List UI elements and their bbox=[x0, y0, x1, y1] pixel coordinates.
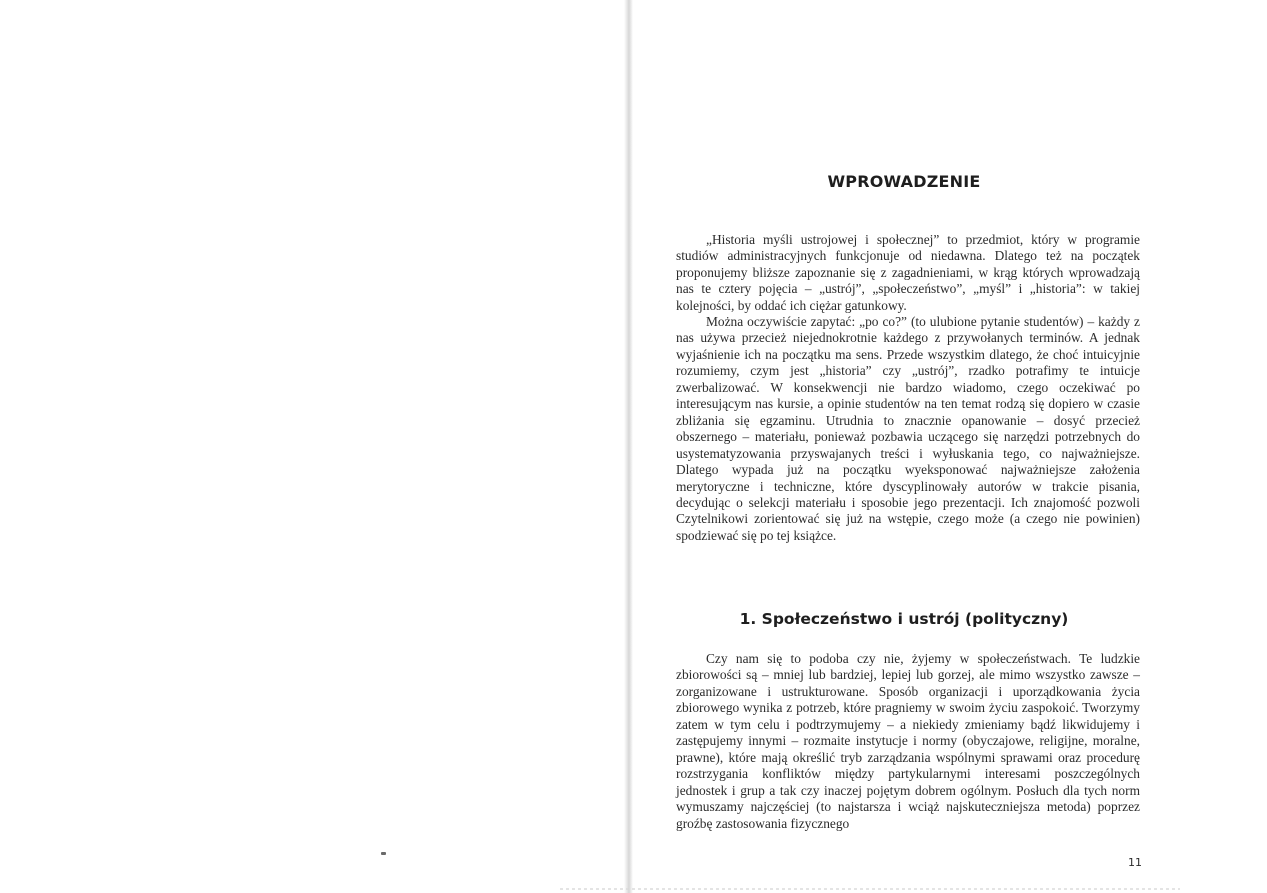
left-page-blank bbox=[0, 0, 622, 893]
section-title: 1. Społeczeństwo i ustrój (polityczny) bbox=[739, 610, 1069, 628]
scan-speck bbox=[381, 852, 386, 855]
section-paragraph-1: Czy nam się to podoba czy nie, żyjemy w społeczeństwach. Te ludzkie zbiorowości są – mniej lub bardziej, lepiej lub gorzej, ale mimo wszystko zawsze – zorganizowane i ustrukturowane. Sposób organizacji i uporządkowania życia zbiorowego wynika z potrzeb, które pragniemy w swoim życiu zaspokoić. Tworzymy zatem w tym celu i podtrzymujemy – a niekiedy zmieniamy bądź likwidujemy i zastępujemy innymi – rozmaite instytucje i normy (obyczajowe, religijne, moralne, prawne), które mają określić tryb zarządzania wspólnymi sprawami oraz procedurę rozstrzygania konfliktów między partykularnymi interesami poszczególnych jednostek i grup a tak czy inaczej pojętym dobrem ogólnym. Posłuch dla tych norm wymuszamy najczęściej (to najstarsza i wciąż najskuteczniejsza metoda) poprzez groźbę zastosowania fizycznego bbox=[676, 651, 1140, 831]
right-page bbox=[634, 0, 1267, 893]
intro-paragraph-2: Można oczywiście zapytać: „po co?” (to ulubione pytanie studentów) – każdy z nas używa przecież niejednokrotnie każdego z przywołanych terminów. A jednak wyjaśnienie ich na początku ma sens. Przede wszystkim dlatego, że choć intuicyjnie rozumiemy, czym jest „historia” czy „ustrój”, rzadko potrafimy te intuicje zwerbalizować. W konsekwencji nie bardzo wiadomo, czego oczekiwać po interesującym nas kursie, a opinie studentów na ten temat rodzą się dopiero w czasie zbliżania się egzaminu. Utrudnia to znacznie opanowanie – dosyć przecież obszernego – materiału, ponieważ pozbawia uczącego się narzędzi potrzebnych do usystematyzowania przyswajanych treści i wyłuskania tego, co najważniejsze. Dlatego wypada już na początku wyeksponować najważniejsze założenia merytoryczne i techniczne, które dyscyplinowały autorów w trakcie pisania, decydując o selekcji materiału i sposobie jego prezentacji. Ich znajomość pozwoli Czytelnikowi zorientować się już na wstępie, czego może (a czego nie powinien) spodziewać się po tej książce. bbox=[676, 314, 1140, 543]
page-number: 11 bbox=[1128, 856, 1142, 869]
book-gutter bbox=[624, 0, 633, 893]
chapter-title: WPROWADZENIE bbox=[827, 172, 981, 191]
intro-paragraph-1: „Historia myśli ustrojowej i społecznej” to przedmiot, który w programie studiów administracyjnych funkcjonuje od niedawna. Dlatego też na początek proponujemy bliższe zapoznanie się z zagadnieniami, w krąg których wprowadzają nas te cztery pojęcia – „ustrój”, „społeczeństwo”, „myśl” i „historia”: w takiej kolejności, by oddać ich ciężar gatunkowy. bbox=[676, 232, 1140, 313]
